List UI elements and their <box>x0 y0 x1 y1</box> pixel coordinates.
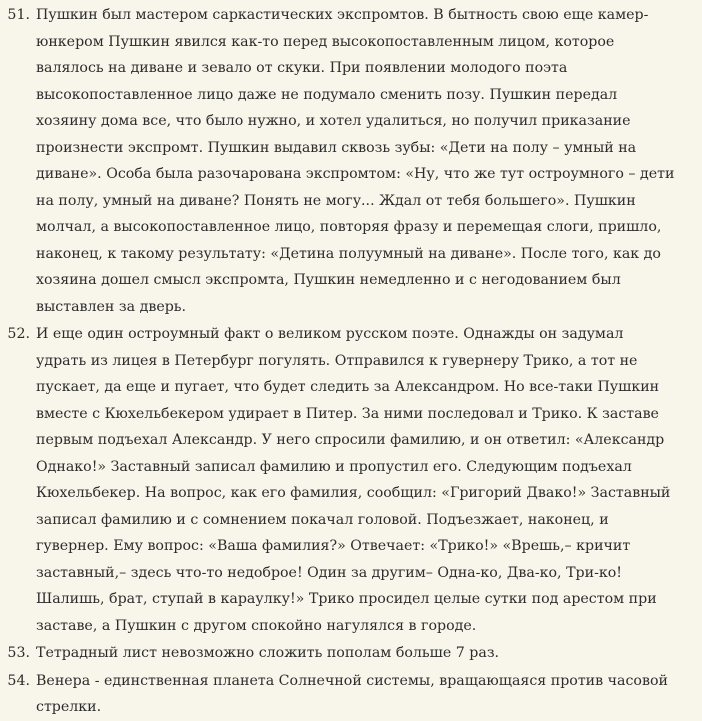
text-line: заставный,– здесь что-то недоброе! Один за другим– Одна-ко, Два-ко, Три-ко! <box>36 564 622 581</box>
item-number: 52. <box>7 326 30 342</box>
text-line: гувернер. Ему вопрос: «Ваша фамилия?» Отвечает: «Трико!» «Врешь,– кричит <box>36 538 631 554</box>
text-line: на полу, умный на диване? Понять не могу... Ждал от тебя большего». Пушкин <box>36 192 636 209</box>
text-line: Пушкин был мастером саркастических экспромтов. В бытность свою еще камер- <box>36 7 649 23</box>
text-line: диване». Особа была разочарована экспромтом: «Ну, что же тут остроумного – дети <box>36 166 675 182</box>
text-line: стрелки. <box>36 699 102 715</box>
item-text <box>36 321 694 639</box>
text-line: Тетрадный лист невозможно сложить пополам больше 7 раз. <box>36 645 500 661</box>
list-item <box>3 668 694 721</box>
item-number: 51. <box>7 7 30 23</box>
item-text <box>36 2 694 320</box>
list-item <box>3 2 694 320</box>
text-line: молчал, а высокопоставленное лицо, повторяя фразу и перемещая слоги, пришло, <box>36 219 662 235</box>
text-line: валялось на диване и зевало от скуки. При появлении молодого поэта <box>36 60 568 76</box>
text-line: произнести экспромт. Пушкин выдавил сквозь зубы: «Дети на полу – умный на <box>36 139 637 156</box>
text-line: хозяину дома все, что было нужно, и хотел удалиться, но получил приказание <box>36 113 631 129</box>
text-line: первым подъехал Александр. У него спросили фамилию, и он ответил: «Александр <box>36 432 665 448</box>
text-line: заставе, а Пушкин с другом спокойно нагулялся в городе. <box>36 617 477 634</box>
text-line: записал фамилию и с сомнением покачал головой. Подъезжает, наконец, и <box>36 511 609 528</box>
text-line: пускает, да еще и пугает, что будет следить за Александром. Но все-таки Пушкин <box>36 379 660 395</box>
item-text <box>36 668 694 721</box>
text-line: юнкером Пушкин явился как-то перед высокопоставленным лицом, которое <box>36 33 615 50</box>
text-line: Венера - единственная планета Солнечной системы, вращающаяся против часовой <box>36 672 668 689</box>
text-line: вместе с Кюхельбекером удирает в Питер. За ними последовал и Трико. К заставе <box>36 405 659 422</box>
item-text <box>36 640 694 667</box>
item-number: 53. <box>7 645 30 661</box>
list-item <box>3 321 694 639</box>
text-line: И еще один остроумный факт о великом русском поэте. Однажды он задумал <box>36 326 624 342</box>
text-line: Кюхельбекер. На вопрос, как его фамилия, сообщил: «Григорий Двако!» Заставный <box>36 485 671 501</box>
item-number: 54. <box>7 672 30 689</box>
text-line: хозяина дошел смысл экспромта, Пушкин немедленно и с негодованием был <box>36 272 621 288</box>
text-line: Шалишь, брат, ступай в караулку!» Трико просидел целые сутки под арестом при <box>36 591 657 607</box>
text-line: наконец, к такому результату: «Детина полуумный на диване». После того, как до <box>36 245 661 262</box>
text-line: выставлен за дверь. <box>36 298 187 315</box>
text-line: удрать из лицея в Петербург погулять. Отправился к гувернеру Трико, а тот не <box>36 352 638 369</box>
text-line: Однако!» Заставный записал фамилию и пропустил его. Следующим подъехал <box>36 458 632 475</box>
list-item <box>3 640 694 667</box>
text-line: высокопоставленное лицо даже не подумало сменить позу. Пушкин передал <box>36 86 618 103</box>
